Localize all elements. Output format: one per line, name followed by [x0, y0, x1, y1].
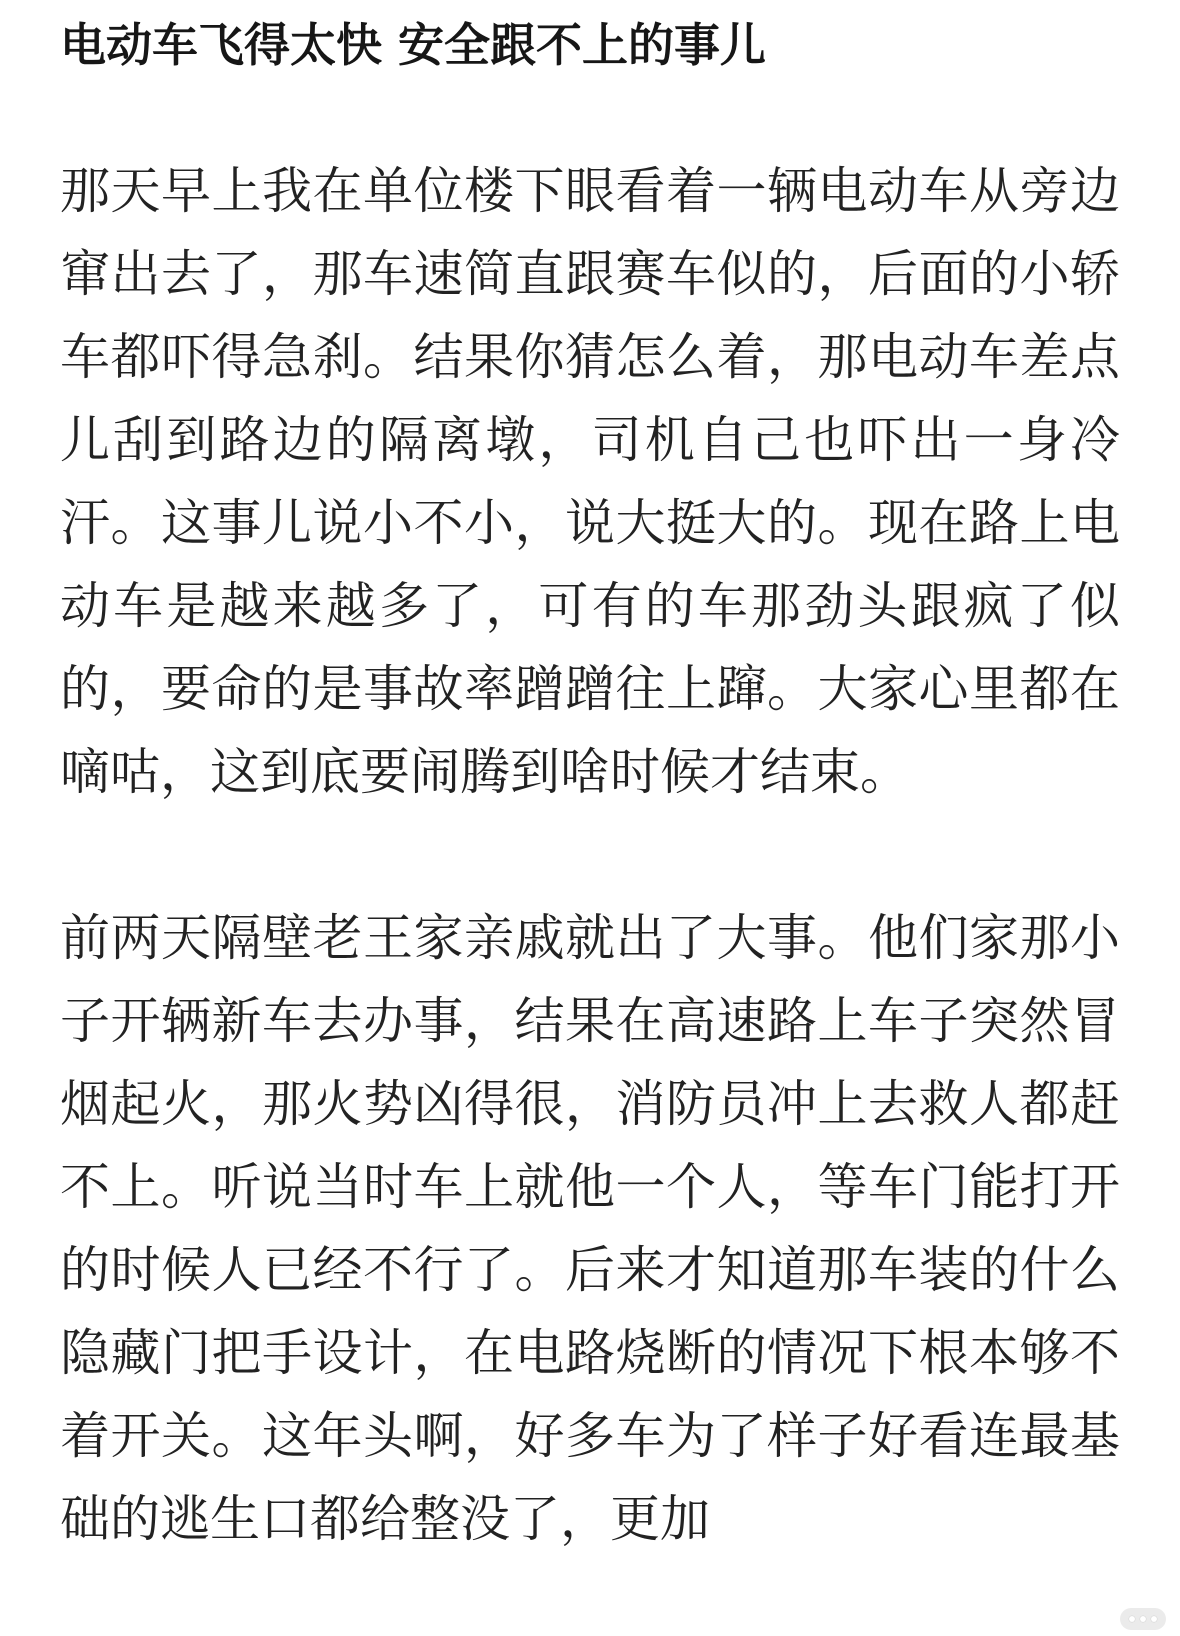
- article-paragraph: 前两天隔壁老王家亲戚就出了大事。他们家那小子开辆新车去办事，结果在高速路上车子突然冒烟起火，那火势凶得很，消防员冲上去救人都赶不上。听说当时车上就他一个人，等车门能打开的时候人已经不行了。后来才知道那车装的什么隐藏门把手设计，在电路烧断的情况下根本够不着开关。这年头啊，好多车为了样子好看连最基础的逃生口都给整没了，更加: [60, 909, 1120, 1548]
- dot: [1129, 1616, 1135, 1622]
- article: [60, 0, 1120, 1636]
- more-dots-icon[interactable]: [1120, 1608, 1166, 1630]
- article-paragraph: 那天早上我在单位楼下眼看着一辆电动车从旁边窜出去了，那车速简直跟赛车似的，后面的小轿车都吓得急刹。结果你猜怎么着，那电动车差点儿刮到路边的隔离墩，司机自己也吓出一身冷汗。这事儿说小不小，说大挺大的。现在路上电动车是越来越多了，可有的车那劲头跟疯了似的，要命的是事故率蹭蹭往上蹿。大家心里都在嘀咕，这到底要闹腾到啥时候才结束。: [60, 162, 1120, 801]
- dot: [1140, 1616, 1146, 1622]
- article-title: 电动车飞得太快 安全跟不上的事儿: [60, 18, 767, 72]
- dot: [1151, 1616, 1157, 1622]
